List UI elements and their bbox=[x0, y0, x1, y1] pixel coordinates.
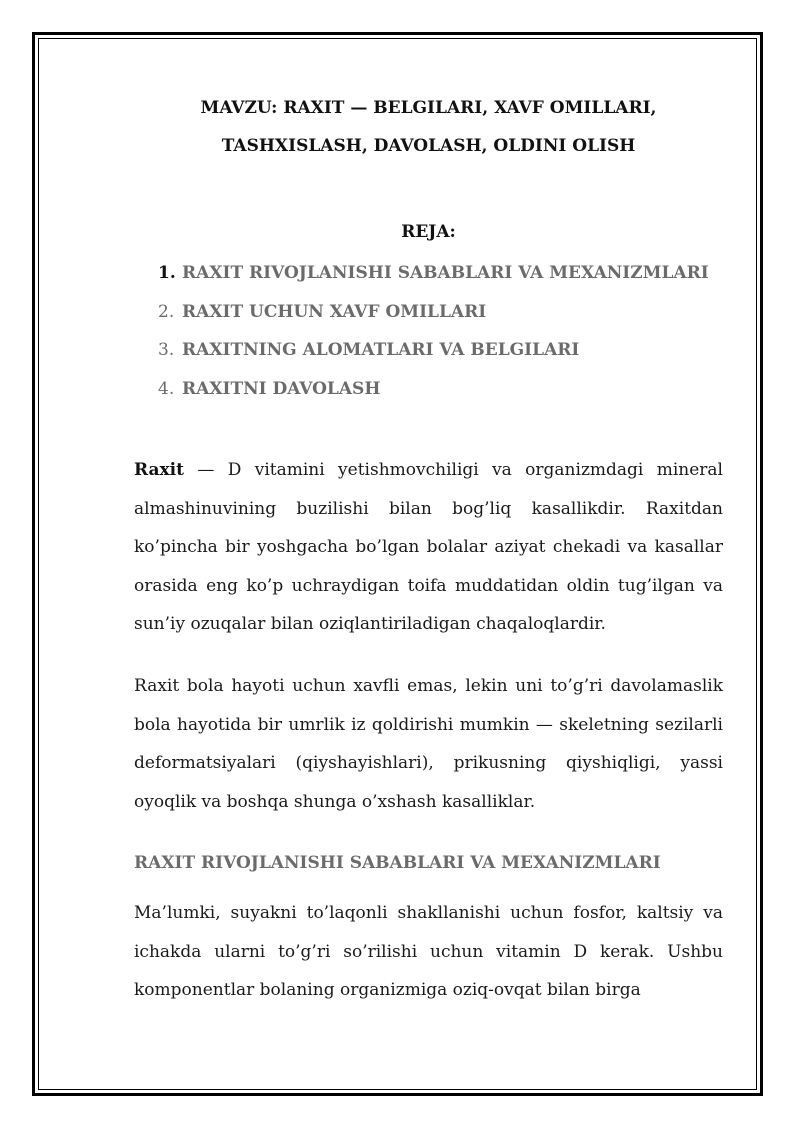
paragraph-definition bbox=[134, 451, 723, 644]
paragraph-causes: Ma’lumki, suyakni to’laqonli shakllanishi uchun fosfor, kaltsiy va ichakda ularni to’g’ri so’rilishi uchun vitamin D kerak. Ushbu komponentlar bolaning organizmiga oziq-ovqat bilan birga bbox=[134, 903, 723, 1000]
plan-heading: REJA: bbox=[401, 222, 456, 242]
document-title-line-1: MAVZU: RAXIT — BELGILARI, XAVF OMILLARI, bbox=[200, 98, 657, 118]
section-heading: RAXIT RIVOJLANISHI SABABLARI VA MEXANIZMLARI bbox=[134, 853, 661, 873]
plan-item bbox=[158, 254, 709, 293]
plan-item bbox=[158, 331, 709, 370]
document-title-line-2: TASHXISLASH, DAVOLASH, OLDINI OLISH bbox=[221, 136, 636, 156]
plan-item-number: 1. bbox=[158, 263, 176, 283]
plan-item-number: 2. bbox=[158, 301, 175, 322]
paragraph-consequences: Raxit bola hayoti uchun xavfli emas, lekin uni to’g’ri davolamaslik bola hayotida bir umrlik iz qoldirishi mumkin — skeletning sezilarli deformatsiyalari (qiyshayishlari), prikusning qiyshiqligi, yassi oyoqlik va boshqa shunga o’xshash kasalliklar. bbox=[134, 676, 723, 812]
plan-list bbox=[158, 254, 709, 408]
paragraph-term: Raxit bbox=[134, 460, 184, 480]
plan-item-text: RAXIT UCHUN XAVF OMILLARI bbox=[182, 301, 487, 322]
plan-item-text: RAXITNING ALOMATLARI VA BELGILARI bbox=[182, 340, 580, 360]
plan-item bbox=[158, 370, 709, 409]
plan-item-text: RAXIT RIVOJLANISHI SABABLARI VA MEXANIZMLARI bbox=[182, 263, 709, 283]
plan-item-number: 3. bbox=[158, 340, 175, 360]
paragraph-text: — D vitamini yetishmovchiligi va organizmdagi mineral almashinuvining buzilishi bilan bog’liq kasallikdir. Raxitdan ko’pincha bir yoshgacha bo’lgan bolalar aziyat chekadi va kasallar orasida eng ko’p uchraydigan toifa muddatidan oldin tug’ilgan va sun’iy ozuqalar bilan oziqlantiriladigan chaqaloqlardir. bbox=[134, 460, 723, 634]
plan-item bbox=[158, 293, 709, 332]
plan-item-text: RAXITNI DAVOLASH bbox=[182, 378, 381, 399]
plan-item-number: 4. bbox=[158, 378, 175, 399]
